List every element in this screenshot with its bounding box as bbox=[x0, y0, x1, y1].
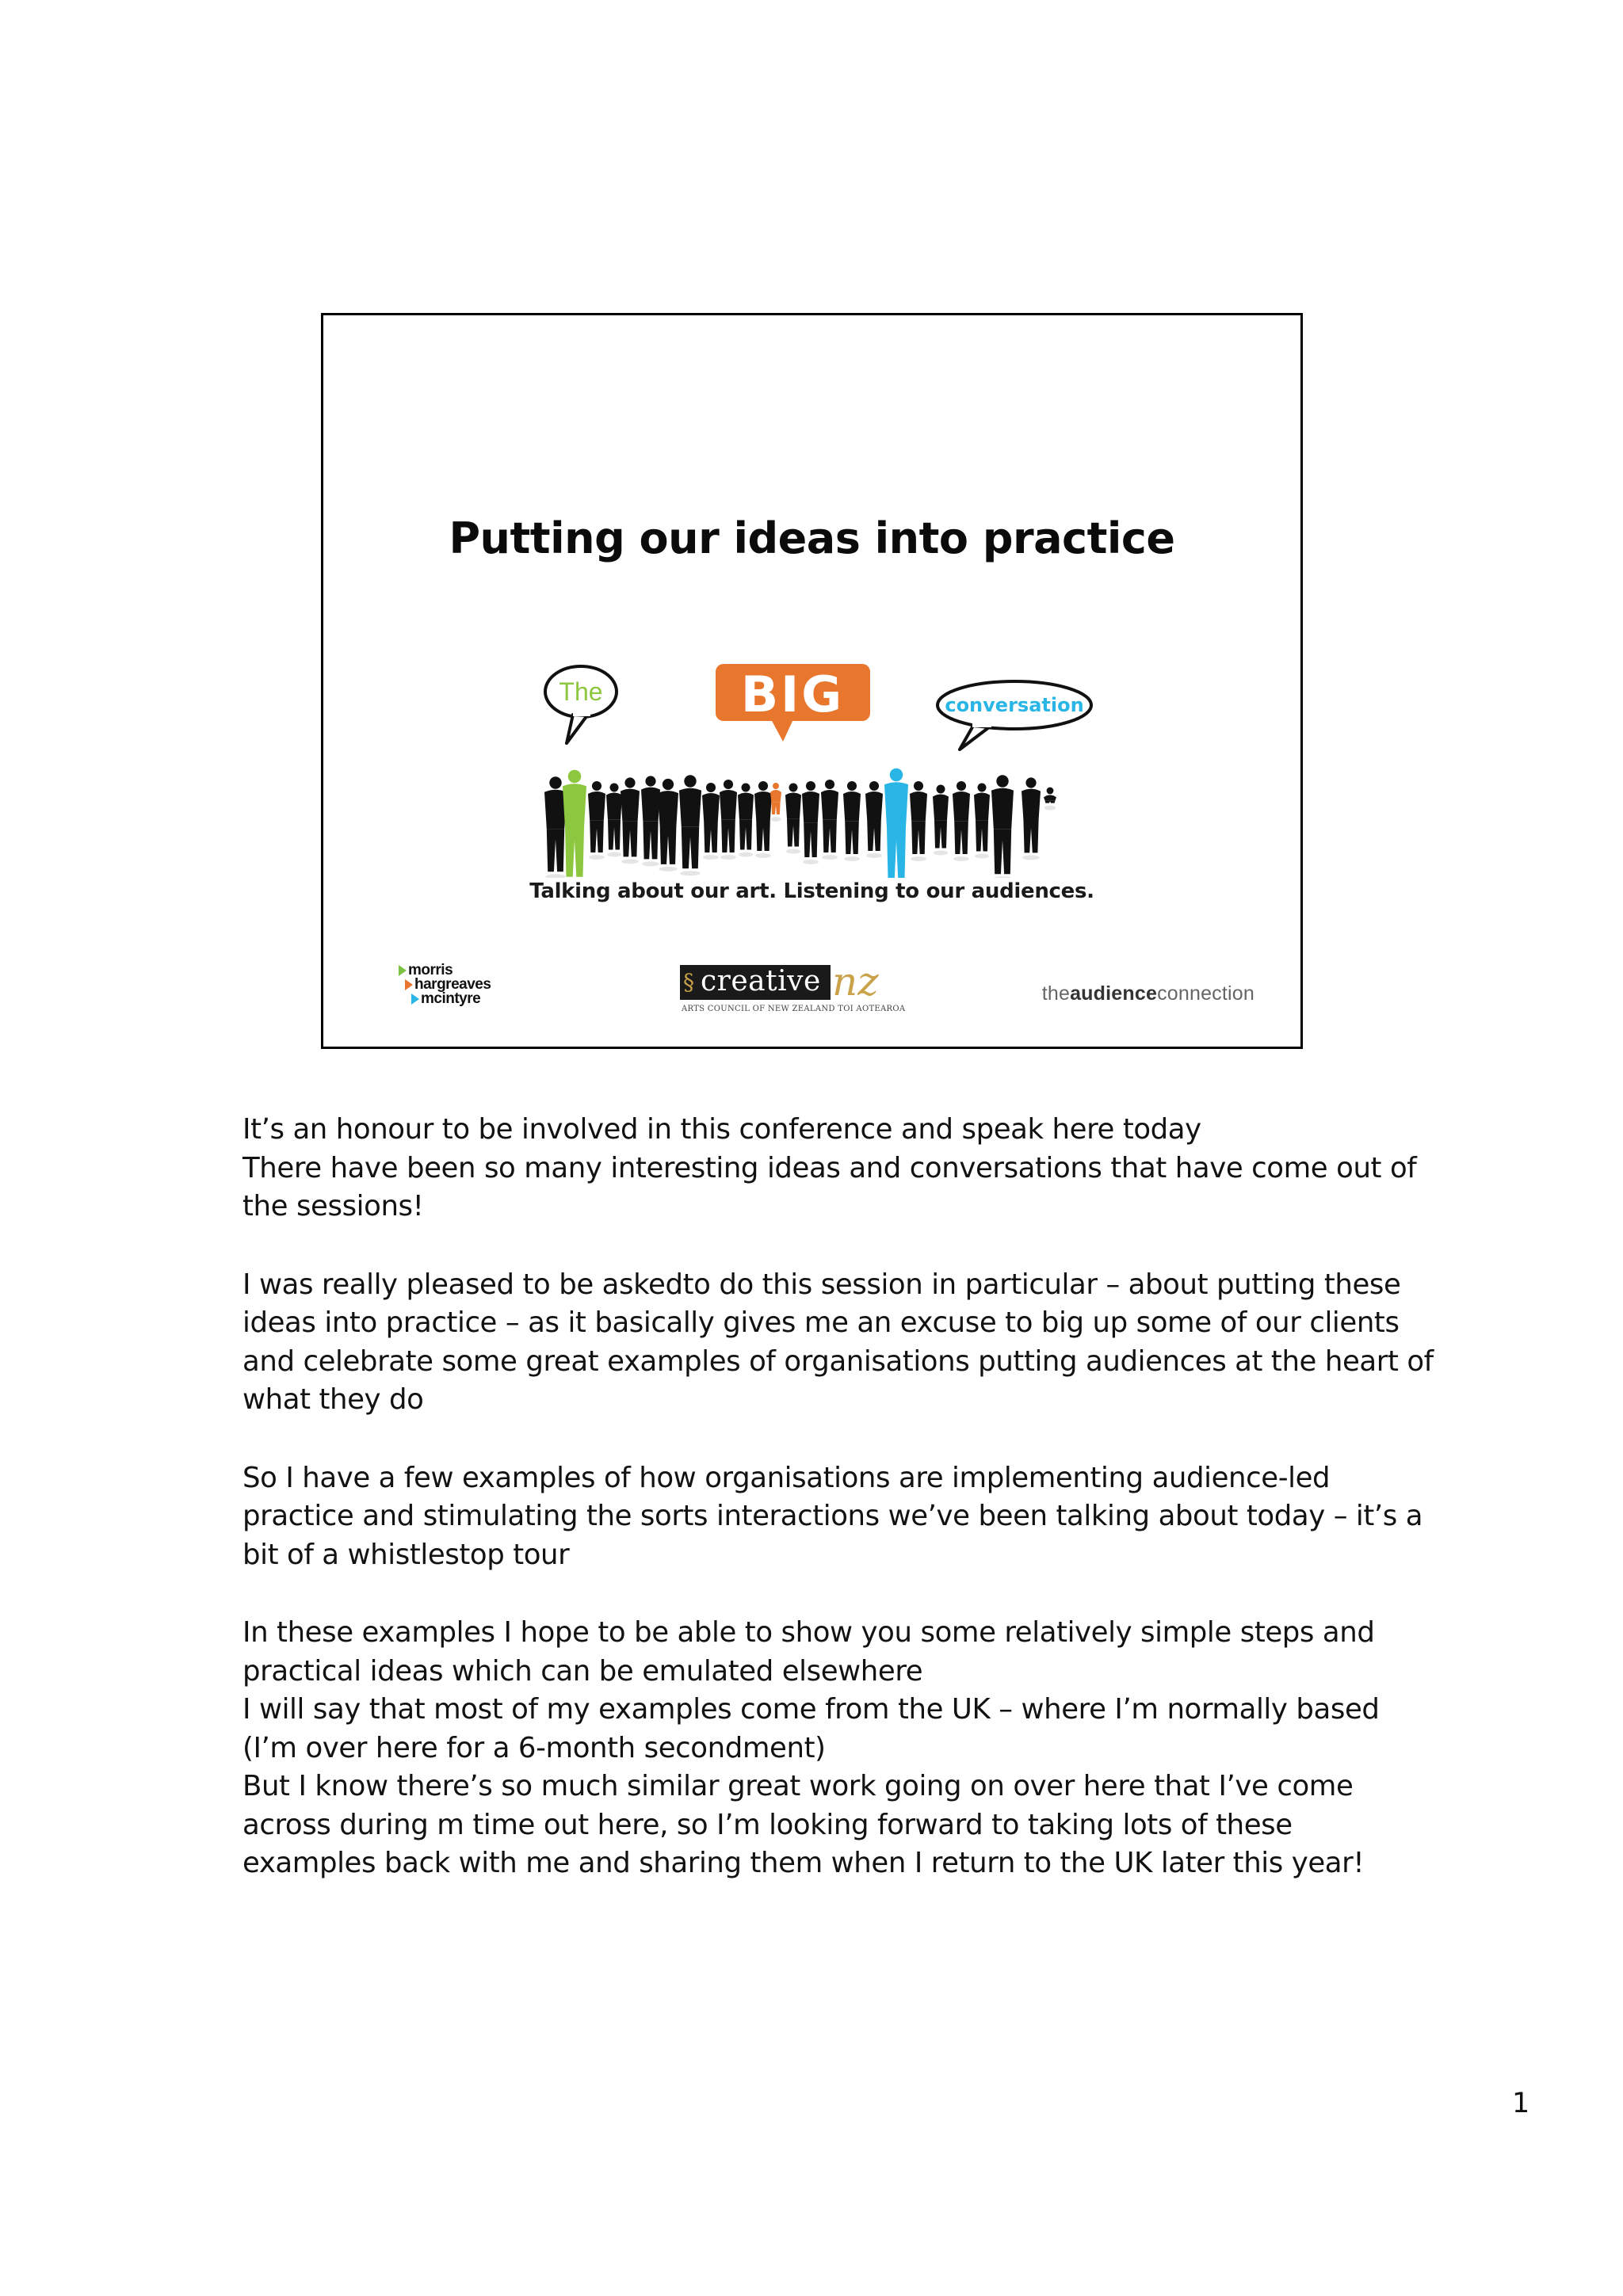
person-shadow bbox=[703, 855, 719, 860]
person-torso bbox=[606, 793, 622, 820]
creative-nz-wordmark-box bbox=[680, 965, 831, 1000]
crowd-silhouettes bbox=[544, 769, 1056, 878]
notes-line: practice and stimulating the sorts interactions we’ve been talking about today – it’s a bbox=[242, 1500, 1423, 1532]
page-number: 1 bbox=[1512, 2088, 1530, 2119]
person-torso bbox=[770, 790, 781, 803]
person-legs bbox=[911, 822, 926, 854]
person-head bbox=[869, 781, 879, 791]
person-legs bbox=[934, 820, 947, 848]
notes-line: It’s an honour to be involved in this conference and speak here today bbox=[242, 1113, 1201, 1146]
person-shadow bbox=[822, 855, 838, 860]
person-silhouette bbox=[802, 781, 819, 864]
big-conversation-graphic bbox=[541, 656, 1096, 878]
person-legs bbox=[887, 828, 906, 878]
person-head bbox=[978, 784, 987, 792]
notes-paragraph bbox=[242, 1614, 1415, 1883]
person-shadow bbox=[720, 855, 736, 860]
person-head bbox=[758, 781, 768, 791]
person-legs bbox=[590, 821, 604, 852]
svg-text:The: The bbox=[559, 677, 603, 706]
person-head bbox=[568, 770, 582, 784]
person-head bbox=[645, 776, 655, 786]
notes-line: the sessions! bbox=[242, 1190, 424, 1222]
person-shadow bbox=[771, 817, 781, 822]
notes-line: and celebrate some great examples of organisations putting audiences at the heart of bbox=[242, 1344, 1434, 1378]
person-silhouette bbox=[910, 781, 927, 861]
speech-bubble-left bbox=[545, 666, 617, 743]
person-silhouette bbox=[1022, 777, 1041, 860]
person-legs bbox=[976, 821, 988, 852]
person-shadow bbox=[953, 856, 969, 861]
person-torso bbox=[991, 788, 1014, 829]
person-silhouette bbox=[679, 775, 701, 875]
person-shadow bbox=[621, 859, 639, 864]
person-silhouette bbox=[785, 784, 801, 854]
person-torso bbox=[785, 793, 801, 819]
person-torso bbox=[802, 791, 819, 822]
notes-line: So I have a few examples of how organisations are implementing audience-led bbox=[242, 1461, 1331, 1494]
notes-paragraph bbox=[242, 1266, 1434, 1420]
person-silhouette bbox=[865, 781, 883, 858]
crowd-silhouettes-image bbox=[541, 656, 1096, 878]
person-silhouette bbox=[953, 781, 970, 861]
person-shadow bbox=[1044, 806, 1056, 810]
notes-paragraph bbox=[242, 1111, 1415, 1226]
person-shadow bbox=[911, 856, 926, 861]
person-legs bbox=[565, 828, 584, 877]
person-silhouette bbox=[991, 775, 1014, 878]
person-legs bbox=[804, 822, 818, 857]
audience-connection-logo bbox=[1042, 982, 1254, 1005]
koru-icon: § bbox=[683, 969, 694, 995]
tac-bold: audience bbox=[1070, 982, 1158, 1005]
cyan-triangle-icon bbox=[411, 994, 419, 1005]
person-torso bbox=[679, 788, 701, 827]
person-head bbox=[1047, 788, 1054, 795]
person-silhouette bbox=[754, 781, 772, 858]
person-head bbox=[610, 784, 619, 792]
person-legs bbox=[1045, 801, 1056, 803]
person-silhouette bbox=[702, 783, 720, 860]
slide-thumbnail bbox=[321, 313, 1303, 1049]
person-legs bbox=[739, 820, 752, 850]
person-torso bbox=[588, 791, 605, 821]
person-torso bbox=[738, 793, 754, 820]
person-torso bbox=[843, 791, 861, 822]
person-shadow bbox=[803, 860, 819, 864]
person-silhouette bbox=[563, 770, 586, 878]
notes-line: practical ideas which can be emulated elsewhere bbox=[242, 1654, 923, 1688]
person-silhouette bbox=[658, 779, 678, 871]
person-head bbox=[773, 783, 779, 789]
notes-line: I will say that most of my examples come from the UK – where I’m normally based bbox=[242, 1693, 1380, 1726]
person-torso bbox=[1022, 789, 1041, 820]
person-torso bbox=[720, 790, 737, 820]
person-legs bbox=[721, 820, 735, 852]
person-torso bbox=[865, 791, 883, 820]
person-torso bbox=[1044, 795, 1056, 800]
person-legs bbox=[608, 820, 621, 850]
person-head bbox=[806, 781, 815, 791]
person-legs bbox=[643, 822, 658, 860]
person-head bbox=[957, 781, 966, 791]
person-head bbox=[789, 784, 798, 792]
notes-paragraph bbox=[242, 1459, 1423, 1575]
person-silhouette bbox=[821, 780, 838, 860]
notes-line: what they do bbox=[242, 1383, 424, 1416]
notes-line: (I’m over here for a 6-month secondment) bbox=[242, 1731, 826, 1764]
notes-line: ideas into practice – as it basically gives me an excuse to big up some of our clients bbox=[242, 1306, 1400, 1339]
morris-hargreaves-mcintyre-logo bbox=[399, 963, 517, 1013]
person-legs bbox=[771, 803, 780, 814]
logo-line-2: hargreaves bbox=[414, 976, 491, 993]
person-torso bbox=[884, 782, 908, 828]
svg-text:BIG: BIG bbox=[740, 666, 845, 723]
person-head bbox=[592, 781, 601, 791]
person-shadow bbox=[589, 855, 605, 860]
person-silhouette bbox=[1044, 788, 1056, 810]
orange-triangle-icon bbox=[405, 979, 413, 990]
notes-line: examples back with me and sharing them when I return to the UK later this year! bbox=[242, 1847, 1365, 1879]
person-head bbox=[684, 775, 696, 787]
person-silhouette bbox=[884, 769, 908, 878]
person-legs bbox=[622, 822, 637, 857]
notes-line: In these examples I hope to be able to show you some relatively simple steps and bbox=[242, 1616, 1375, 1649]
person-head bbox=[624, 777, 635, 788]
person-silhouette bbox=[843, 781, 861, 861]
logo-line-1: morris bbox=[408, 962, 453, 978]
person-torso bbox=[641, 788, 660, 822]
person-head bbox=[663, 779, 674, 790]
person-silhouette bbox=[621, 777, 640, 864]
person-torso bbox=[563, 784, 586, 828]
speech-bubble-right bbox=[938, 681, 1091, 749]
person-legs bbox=[994, 829, 1011, 874]
person-head bbox=[742, 784, 750, 792]
person-head bbox=[549, 776, 561, 788]
person-legs bbox=[787, 818, 800, 846]
green-triangle-icon bbox=[399, 965, 407, 976]
notes-line: bit of a whistlestop tour bbox=[242, 1538, 570, 1571]
creative-nz-word: creative bbox=[701, 965, 821, 997]
person-torso bbox=[658, 791, 678, 826]
person-head bbox=[914, 781, 923, 791]
person-shadow bbox=[545, 874, 565, 878]
person-torso bbox=[702, 793, 720, 822]
person-torso bbox=[621, 789, 640, 822]
person-torso bbox=[910, 791, 927, 822]
creative-nz-nz: nz bbox=[832, 959, 879, 1005]
person-head bbox=[1025, 777, 1036, 788]
person-shadow bbox=[1022, 855, 1040, 860]
notes-line: There have been so many interesting ideas and conversations that have come out of bbox=[242, 1151, 1417, 1184]
person-shadow bbox=[607, 852, 621, 857]
person-torso bbox=[933, 795, 949, 821]
tac-pre: the bbox=[1041, 982, 1071, 1005]
person-head bbox=[706, 783, 716, 792]
creative-nz-subtitle: ARTS COUNCIL OF NEW ZEALAND TOI AOTEAROA bbox=[682, 1005, 906, 1013]
tac-post: connection bbox=[1157, 982, 1254, 1005]
person-shadow bbox=[659, 867, 677, 871]
notes-line: across during m time out here, so I’m looking forward to taking lots of these bbox=[242, 1808, 1293, 1841]
person-legs bbox=[823, 820, 837, 852]
person-head bbox=[890, 769, 903, 782]
person-head bbox=[847, 781, 857, 791]
person-shadow bbox=[866, 853, 882, 858]
person-shadow bbox=[786, 849, 800, 854]
speech-bubble-center bbox=[716, 664, 870, 742]
person-shadow bbox=[934, 851, 948, 856]
person-silhouette bbox=[770, 783, 781, 822]
person-legs bbox=[845, 822, 859, 854]
person-silhouette bbox=[720, 780, 737, 860]
person-torso bbox=[953, 791, 970, 822]
person-legs bbox=[660, 826, 677, 864]
slide-title: Putting our ideas into practice bbox=[449, 513, 1175, 563]
person-shadow bbox=[755, 853, 771, 858]
person-silhouette bbox=[933, 785, 949, 856]
person-head bbox=[996, 775, 1008, 787]
speaker-notes bbox=[242, 1111, 1434, 1923]
person-shadow bbox=[844, 856, 860, 861]
svg-text:conversation: conversation bbox=[945, 694, 1084, 716]
person-silhouette bbox=[606, 784, 622, 857]
person-shadow bbox=[975, 854, 989, 859]
person-silhouette bbox=[738, 784, 754, 857]
person-silhouette bbox=[974, 784, 990, 859]
logo-line-3: mcintyre bbox=[421, 990, 481, 1007]
person-torso bbox=[974, 793, 990, 821]
person-legs bbox=[954, 822, 968, 854]
person-head bbox=[724, 780, 733, 789]
notes-line: I was really pleased to be askedto do this session in particular – about putting these bbox=[242, 1268, 1401, 1301]
person-shadow bbox=[642, 861, 659, 866]
person-torso bbox=[754, 791, 772, 820]
person-silhouette bbox=[588, 781, 605, 860]
person-shadow bbox=[992, 876, 1012, 878]
person-legs bbox=[1023, 820, 1038, 853]
person-shadow bbox=[680, 871, 700, 875]
person-head bbox=[937, 785, 945, 794]
person-legs bbox=[867, 820, 881, 851]
person-legs bbox=[756, 820, 770, 851]
person-torso bbox=[821, 790, 838, 820]
notes-line: But I know there’s so much similar great work going on over here that I’ve come bbox=[242, 1770, 1354, 1802]
person-head bbox=[825, 780, 834, 789]
person-legs bbox=[682, 826, 699, 868]
person-shadow bbox=[739, 852, 753, 857]
person-legs bbox=[547, 829, 564, 871]
person-legs bbox=[704, 822, 718, 852]
person-silhouette bbox=[641, 776, 660, 866]
slide-tagline: Talking about our art. Listening to our audiences. bbox=[529, 879, 1094, 903]
creative-nz-logo bbox=[680, 959, 910, 1024]
